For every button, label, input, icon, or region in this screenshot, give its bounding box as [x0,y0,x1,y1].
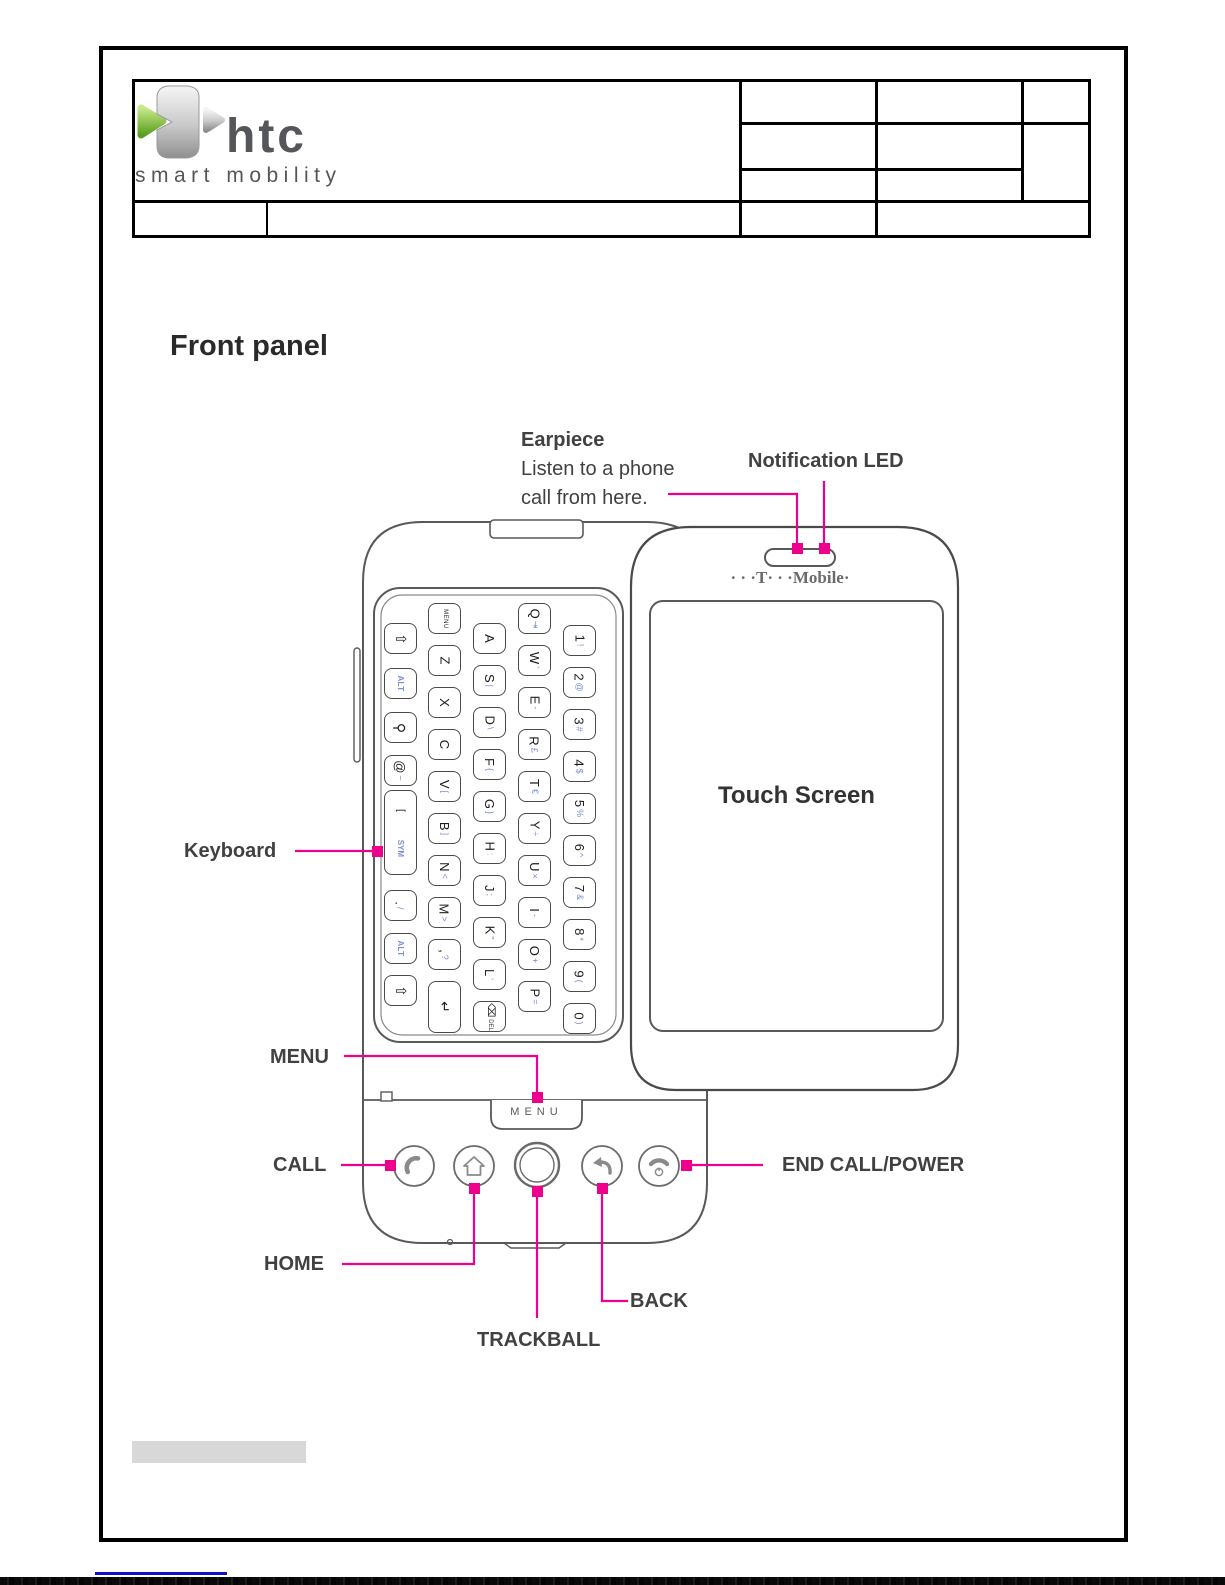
notification-led-marker [819,543,830,554]
earpiece-desc-line1: Listen to a phone [521,458,675,480]
keyboard-key-comma: , ? [428,939,461,970]
earpiece-callout [521,426,674,513]
keyboard-key-shift: ⇧ [384,623,417,654]
call-button [394,1146,434,1186]
notification-led-label: Notification LED [748,450,904,472]
home-label: HOME [264,1253,324,1275]
menu-label: MENU [270,1046,329,1068]
keyboard-key-w: W ` [518,645,551,676]
t-mobile-logo: · · ·T· · ·Mobile· [730,568,850,587]
keyboard-key-3: 3 # [563,709,596,740]
keyboard-key-search: ⚲ [384,712,417,743]
keyboard-key-period: . / [384,890,417,921]
menu-marker [532,1092,543,1103]
call-label: CALL [273,1154,327,1176]
keyboard-key-q: Q ⇥ [518,603,551,634]
keyboard-key-alt-2: ALT [384,933,417,964]
menu-hardkey-label: MENU [510,1106,563,1118]
keyboard-key-l: L ' [473,959,506,990]
keyboard-key-i: I - [518,897,551,928]
keyboard-key-4: 4 $ [563,751,596,782]
keyboard-key-v: V [ [428,771,461,802]
end-call-power-marker [681,1160,692,1171]
scan-edge-strip [0,1577,1225,1585]
back-label: BACK [630,1290,688,1312]
keyboard-key-shift-2: ⇧ [384,975,417,1006]
keyboard-key-j: J ; [473,875,506,906]
keyboard-key-6: 6 ^ [563,835,596,866]
keyboard-key-g: G } [473,791,506,822]
keyboard-key-menu: MENU [428,603,461,634]
keyboard-bezel-outer [374,588,623,1042]
keyboard-key-p: P = [518,981,551,1012]
end-call-power-button [639,1146,679,1186]
keyboard-key-x: X [428,687,461,718]
keyboard-key-f: F { [473,749,506,780]
back-button [582,1146,622,1186]
keyboard-key-delete: ⌫ DEL [473,1001,506,1032]
keyboard-key-enter: ↵ [428,981,461,1033]
keyboard-key-alt: ALT [384,668,417,699]
keyboard-label: Keyboard [184,840,277,862]
keyboard-key-e: E - [518,687,551,718]
home-marker [469,1183,480,1194]
keyboard-key-a: A [473,623,506,654]
htc-logo [135,86,342,187]
logo-tagline: smart mobility [135,164,342,187]
page-title: Front panel [170,330,328,362]
trackball-label: TRACKBALL [477,1329,601,1351]
keyboard-key-8: 8 * [563,919,596,950]
footer-blue-line [95,1572,227,1575]
keyboard-key-t: T € [518,771,551,802]
logo-htc-text: htc [226,110,307,163]
keyboard-key-0: 0 ) [563,1003,596,1034]
back-marker [597,1183,608,1194]
keyboard-key-7: 7 & [563,877,596,908]
touch-screen [650,601,943,1031]
keyboard-key-s: S | [473,665,506,696]
trackball-marker [532,1186,543,1197]
earpiece-label: Earpiece [521,429,605,451]
earpiece-marker [792,543,803,554]
trackball-inner-ring [520,1148,554,1182]
redacted-bar [132,1441,306,1463]
keyboard-key-u: U × [518,855,551,886]
keyboard-key-o: O + [518,939,551,970]
keyboard-key-at: @ ~ [384,755,417,786]
keyboard-key-b: B ] [428,813,461,844]
logo-gray-arrow [206,110,222,130]
keyboard-key-z: Z [428,645,461,676]
keyboard-key-m: M > [428,897,461,928]
earpiece-desc-line2: call from here. [521,487,648,509]
chin-bump [381,1092,392,1101]
keyboard-key-2: 2 @ [563,667,596,698]
keyboard-key-n: N < [428,855,461,886]
keyboard-marker [372,846,383,857]
touch-screen-label: Touch Screen [718,782,875,809]
home-button [454,1146,494,1186]
keyboard-key-sym: [ SYM [384,790,417,875]
keyboard-key-y: Y ÷ [518,813,551,844]
keyboard-key-9: 9 ( [563,961,596,992]
slider-latch [490,520,583,538]
volume-button [354,648,360,762]
keyboard-key-r: R £ [518,729,551,760]
end-call-power-label: END CALL/POWER [782,1154,965,1176]
keyboard-key-k: K " [473,917,506,948]
keyboard-key-c: C [428,729,461,760]
keyboard-key-h: H : [473,833,506,864]
call-marker [385,1160,396,1171]
keyboard-key-5: 5 % [563,793,596,824]
keyboard-key-d: D \ [473,707,506,738]
keyboard-key-1: 1 ! [563,625,596,656]
